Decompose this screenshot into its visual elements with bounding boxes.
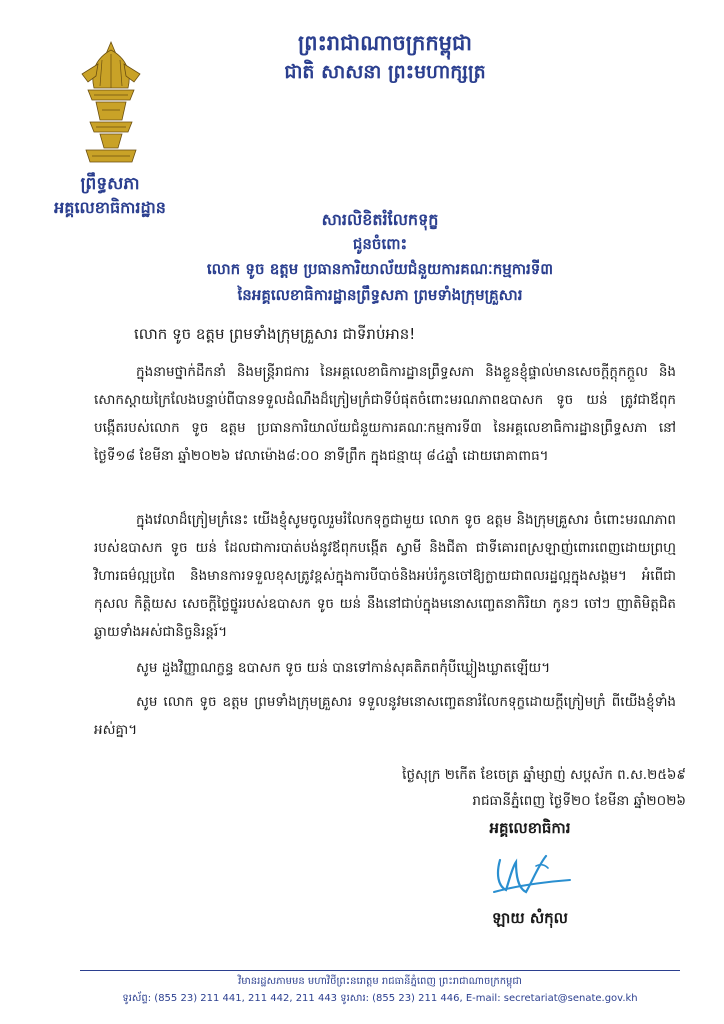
organization-department: អគ្គលេខាធិការដ្ឋាន [54, 198, 166, 217]
date-block [310, 762, 686, 814]
recipient-line-1: លោក ទូច ឧត្តម ប្រធានការិយាល័យជំនួយការគណៈកម្មការទី៣ [206, 260, 554, 278]
kingdom-header [235, 28, 535, 86]
body-paragraph: ក្នុងនាមថ្នាក់ដឹកនាំ និងមន្ត្រីរាជការ នៃអគ្គលេខាធិការដ្ឋានព្រឹទ្ធសភា និងខ្លួនខ្ញុំផ្ទាល់មានសេចក្ដីក្ដុកក្ដួល និងសោកស្ដាយក្រៃលែងបន្ទាប់ពីបានទទួលដំណឹងដ៏ក្រៀមក្រំជាទីបំផុតចំពោះមរណភាពឧបាសក ទូច យន់ ត្រូវជាឪពុកបង្កើតរបស់លោក ទូច ឧត្តម ប្រធានការិយាល័យជំនួយការគណៈកម្មការទី៣ នៃអគ្គលេខាធិការដ្ឋានព្រឹទ្ធសភា នៅថ្ងៃទី១៨ ខែមីនា ឆ្នាំ២០២៦ វេលាម៉ោង៨:០០ នាទីព្រឹក ក្នុងជន្មាយុ ៨៤ឆ្នាំ ដោយរោគាពាធ។ [94, 364, 676, 464]
recipient-line-2: នៃអគ្គលេខាធិការដ្ឋានព្រឹទ្ធសភា ព្រមទាំងក្រុមគ្រួសារ [237, 286, 523, 304]
title-block [120, 208, 640, 308]
body-paragraph: ក្នុងវេលាដ៏ក្រៀមក្រំនេះ យើងខ្ញុំសូមចូលរួមរំលែកទុក្ខជាមួយ លោក ទូច ឧត្តម និងក្រុមគ្រួសារ ចំពោះមរណភាពរបស់ឧបាសក ទូច យន់ ដែលជាការបាត់បង់នូវឪពុកបង្កើត ស្វាមី និងជីតា ជាទីគោរពស្រឡាញ់ពោរពេញដោយព្រហ្មវិហារធម៌ល្អប្រពៃ និងមានការទទួលខុសត្រូវខ្ពស់ក្នុងការបីបាច់និងអប់រំកូនចៅឱ្យក្លាយជាពលរដ្ឋល្អក្នុងសង្គម។ អំពើជាកុសល កិត្តិយស សេចក្ដីថ្លៃថ្នូររបស់ឧបាសក ទូច យន់ នឹងនៅជាប់ក្នុងមនោសញ្ចេតនាកិរិយា កូនៗ ចៅៗ ញាតិមិត្តជិតឆ្ងាយទាំងអស់ជានិច្ចនិរន្តរ៍។ [94, 512, 676, 640]
addressed-to: ជូនចំពោះ [352, 235, 408, 253]
salutation: លោក ទូច ឧត្តម ព្រមទាំងក្រុមគ្រួសារ ជាទីរាប់អាន! [134, 325, 416, 343]
handwritten-signature-icon [486, 846, 576, 902]
signatory-title: អគ្គលេខាធិការ [489, 819, 571, 837]
letter-type: សារលិខិតរំលែកទុក្ខ [321, 210, 439, 229]
kingdom-name: ព្រះរាជាណាចក្រកម្ពុជា [297, 31, 472, 55]
organization-name: ព្រឹទ្ធសភា [80, 174, 140, 194]
senate-emblem-icon [76, 40, 146, 170]
footer [80, 973, 680, 1007]
body-paragraph: សូម ដួងវិញ្ញាណក្ខន្ធ ឧបាសក ទូច យន់ បានទៅកាន់សុគតិភពកុំបីឃ្លៀងឃ្លាតឡើយ។ [136, 660, 551, 676]
footer-contact: ទូរស័ព្ទ: (855 23) 211 441, 211 442, 211 443 ទូរសារ: (855 23) 211 446, E-mail: secretariat@senate.gov.kh [122, 993, 638, 1004]
footer-divider [80, 970, 680, 971]
signatory-name: ឡាយ សំកុល [492, 909, 568, 927]
body-paragraph: សូម លោក ទូច ឧត្តម ព្រមទាំងក្រុមគ្រួសារ ទទួលនូវមនោសញ្ចេតនារំលែកទុក្ខដោយក្ដីក្រៀមក្រំ ពីយើងខ្ញុំទាំងអស់គ្នា។ [94, 694, 676, 738]
solar-date: រាជធានីភ្នំពេញ ថ្ងៃទី២០ ខែមីនា ឆ្នាំ២០២៦ [472, 793, 686, 809]
footer-address: វិមានរដ្ឋសភាមមន មហាវិថីព្រះនរោត្តម រាជធានីភ្នំពេញ ព្រះរាជាណាចក្រកម្ពុជា [238, 976, 522, 987]
lunar-date: ថ្ងៃសុក្រ ២កើត ខែចេត្រ ឆ្នាំម្សាញ់ សប្តស័ក ព.ស.២៥៦៩ [402, 767, 686, 783]
national-motto: ជាតិ សាសនា ព្រះមហាក្សត្រ [284, 61, 486, 83]
